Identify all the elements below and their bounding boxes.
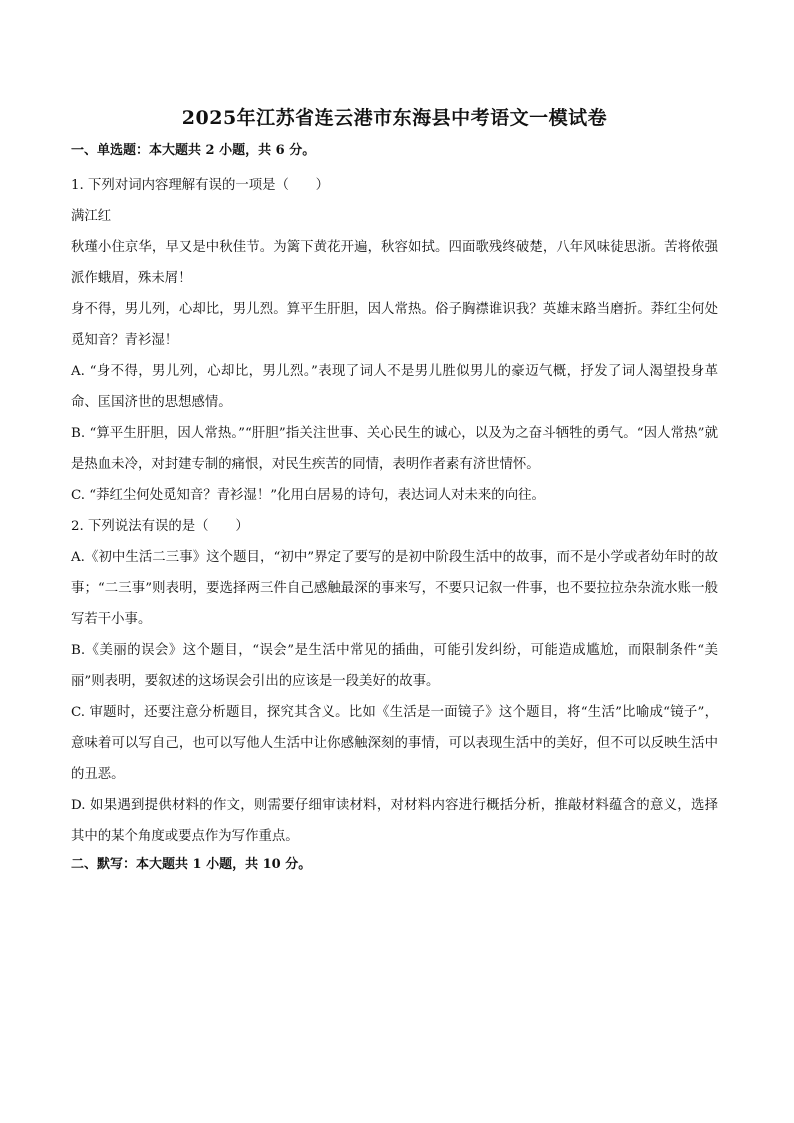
section-2-heading: 二、默写：本大题共 1 小题，共 10 分。 [71,857,312,872]
question-1-option-a: A. “身不得，男儿列，心却比，男儿烈。”表现了词人不是男儿胜似男儿的豪迈气概，抒发了词人渴望投身革命、匡国济世的思想感情。 [71,364,718,410]
question-2-option-b: B.《美丽的误会》这个题目，“误会”是生活中常见的插曲，可能引发纠纷，可能造成尴尬，而限制条件“美丽”则表明，要叙述的这场误会引出的应该是一段美好的故事。 [71,643,718,689]
question-1-stem: 1. 下列对词内容理解有误的一项是（ ） [71,178,330,193]
question-2-stem: 2. 下列说法有误的是（ ） [71,519,249,534]
question-2-option-d: D. 如果遇到提供材料的作文，则需要仔细审读材料，对材料内容进行概括分析，推敲材料蕴含的意义，选择其中的某个角度或要点作为写作重点。 [71,798,718,844]
poem-title: 满江红 [71,209,112,224]
question-1-option-c: C. “莽红尘何处觅知音？青衫湿！”化用白居易的诗句，表达词人对未来的向往。 [71,488,545,503]
question-2-option-c: C. 审题时，还要注意分析题目，探究其含义。比如《生活是一面镜子》这个题目，将“生活”比喻成“镜子”，意味着可以写自己，也可以写他人生活中让你感触深刻的事情，可以表现生活中的美好，但不可以反映生活中的丑恶。 [71,705,718,782]
page-title: 2025年江苏省连云港市东海县中考语文一模试卷 [181,107,608,129]
question-2 [71,511,718,852]
question-1-option-b: B. “算平生肝胆，因人常热。”“肝胆”指关注世事、关心民生的诚心，以及为之奋斗牺牲的勇气。“因人常热”就是热血未冷，对封建专制的痛恨，对民生疾苦的同情，表明作者素有济世情怀。 [71,426,718,472]
question-2-option-a: A.《初中生活二三事》这个题目，“初中”界定了要写的是初中阶段生活中的故事，而不是小学或者幼年时的故事；“二三事”则表明，要选择两三件自己感触最深的事来写，不要只记叙一件事，也不要拉拉杂杂流水账一般写若干小事。 [71,550,718,627]
poem-stanza-2: 身不得，男儿列，心却比，男儿烈。算平生肝胆，因人常热。俗子胸襟谁识我？英雄末路当磨折。莽红尘何处觅知音？青衫湿！ [71,302,718,348]
question-1 [71,170,718,511]
poem-stanza-1: 秋瑾小住京华，早又是中秋佳节。为篱下黄花开遍，秋容如拭。四面歌残终破楚，八年风味徒思浙。苦将侬强派作蛾眉，殊未屑！ [71,240,718,286]
section-1-heading: 一、单选题：本大题共 2 小题，共 6 分。 [71,143,316,158]
